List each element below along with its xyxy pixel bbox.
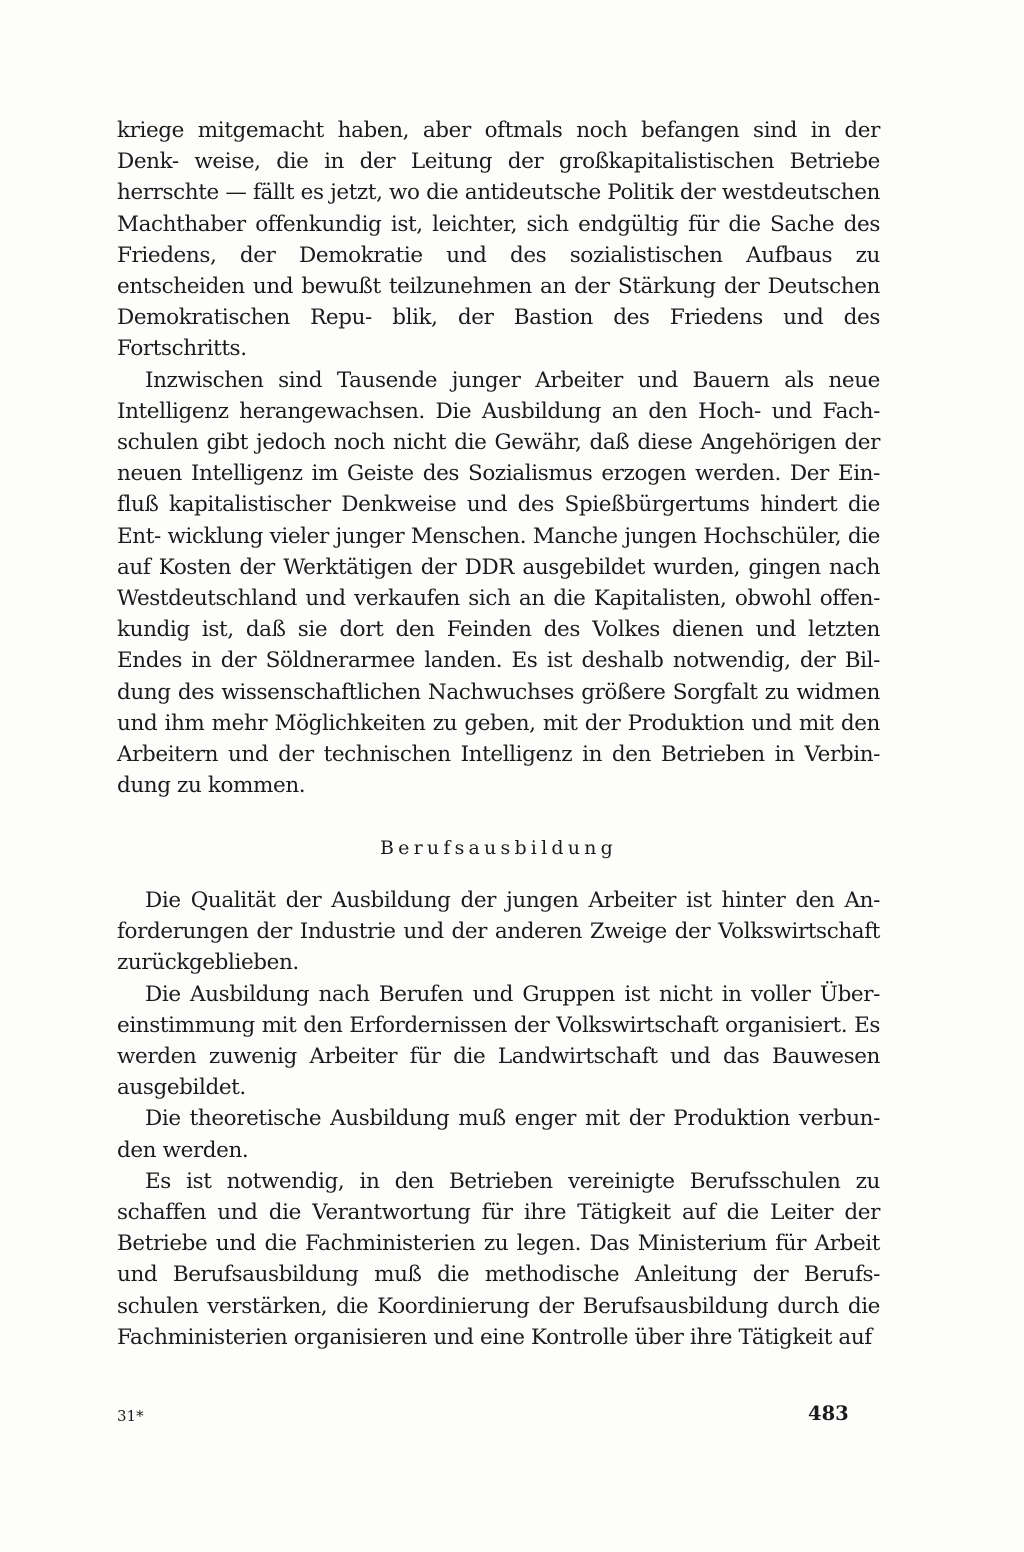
text-line: blik, der Bastion des Friedens und des Fortschritts. [117,305,881,362]
text-line: weise, die in der Leitung der großkapitalistischen Betriebe herrschte — [117,149,880,206]
text-line: Arbeitern und der technischen Intelligenz in den Betrieben in Verbin- [117,742,880,768]
text-line: einstimmung mit den Erfordernissen der Volkswirtschaft organisiert. [117,1012,848,1038]
text-line: den werden. [117,1137,249,1163]
text-line: dung des wissenschaftlichen Nachwuchses größere Sorgfalt zu widmen [117,679,880,705]
text-line: Die theoretische Ausbildung muß enger mit der Produktion verbun- [145,1106,880,1132]
text-line: Inzwischen sind Tausende junger Arbeiter und Bauern als neue [145,367,880,393]
text-line: Die Qualität der Ausbildung der jungen Arbeiter ist hinter den An- [145,888,880,913]
text-line: schulen gibt jedoch noch nicht die Gewähr, daß diese Angehörigen der [117,430,880,456]
paragraph [117,365,880,802]
text-line: Kosten der Werktätigen der DDR ausgebildet wurden, gingen nach [158,554,880,580]
text-line: und ihm mehr Möglichkeiten zu geben, mit der Produktion und mit den [117,710,880,736]
paragraph [117,979,880,1104]
text-line: Westdeutschland und verkaufen sich an die Kapitalisten, obwohl offen- [117,586,880,612]
text-line: fluß kapitalistischer Denkweise und des Spießbürgertums hindert die Ent- [117,492,880,549]
text-line: ausgebildet. [117,1075,246,1101]
text-line: zurückgeblieben. [117,950,299,976]
text-line: Es werden zuwenig Arbeiter für die Landwirtschaft und das Bauwesen [117,1012,881,1070]
text-line: neuen Intelligenz im Geiste des Sozialismus erzogen werden. Der Ein- [117,461,880,487]
body-text-top [117,115,880,801]
section-heading: Berufsausbildung [380,837,617,859]
text-line: Intelligenz herangewachsen. Die Ausbildung an den Hoch- und Fach- [117,398,880,424]
text-line: Betriebe und die Fachministerien zu legen. Das Ministerium für Arbeit [117,1231,880,1257]
text-line: Es ist notwendig, in den Betrieben vereinigte Berufsschulen zu [145,1168,880,1194]
text-line: Endes in der Söldnerarmee landen. Es ist deshalb notwendig, der Bil- [117,648,880,674]
text-line: Fachministerien organisieren und eine Kontrolle über ihre Tätigkeit auf [117,1324,872,1350]
text-line: fällt es jetzt, wo die antideutsche Politik der westdeutschen Machthaber [117,180,880,237]
text-line: schulen verstärken, die Koordinierung der Berufsausbildung durch die [117,1293,880,1319]
text-line: teilzunehmen an der Stärkung der Deutschen Demokratischen Repu- [117,274,880,331]
paragraph [117,1166,880,1353]
body-text-bottom [117,885,880,1353]
printer-signature: 31* [117,1407,144,1425]
text-line: kundig ist, daß sie dort den Feinden des Volkes dienen und letzten [117,617,880,643]
paragraph [117,115,880,365]
text-line: schaffen und die Verantwortung für ihre Tätigkeit auf die Leiter der [117,1200,880,1226]
text-line: Demokratie und des sozialistischen Aufbaus zu entscheiden und bewußt [117,242,880,300]
text-line: dung zu kommen. [117,773,306,799]
paragraph [117,885,880,979]
page-number: 483 [808,1402,849,1425]
paragraph [117,1103,880,1165]
text-line: wicklung vieler junger Menschen. Manche jungen Hochschüler, die auf [117,523,881,580]
text-line: kriege mitgemacht haben, aber oftmals noch befangen sind in der Denk- [117,118,880,175]
text-line: forderungen der Industrie und der anderen Zweige der Volkswirtschaft [117,919,880,945]
text-line: und Berufsausbildung muß die methodische Anleitung der Berufs- [117,1262,880,1288]
text-line: Die Ausbildung nach Berufen und Gruppen ist nicht in voller Über- [145,981,880,1007]
text-line: offenkundig ist, leichter, sich endgültig für die Sache des Friedens, der [117,211,880,268]
